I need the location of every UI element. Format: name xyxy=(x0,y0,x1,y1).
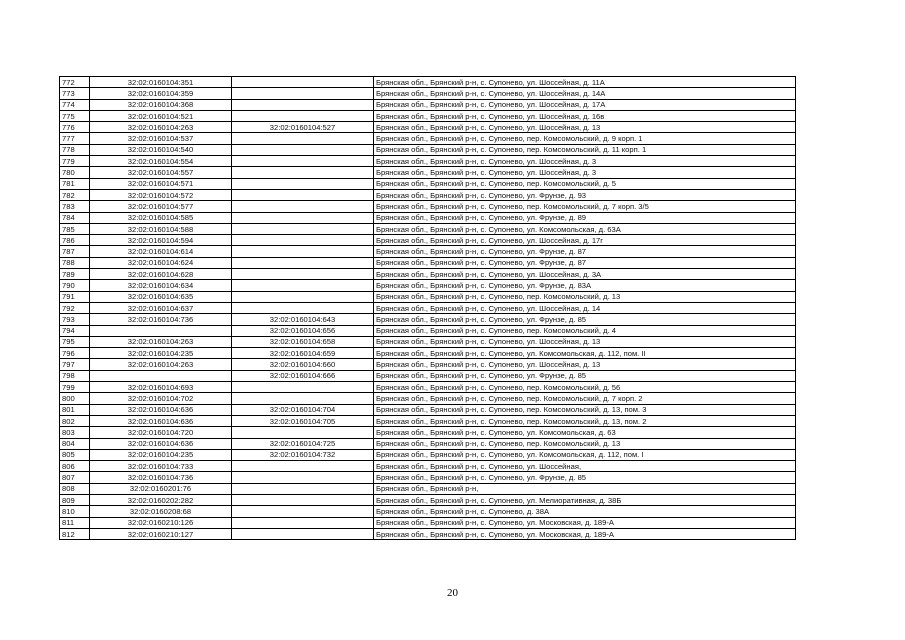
parent-cadastral-number-cell xyxy=(232,133,374,144)
address-cell: Брянская обл., Брянский р-н, xyxy=(374,483,796,494)
cadastral-number-cell: 32:02:0160104:577 xyxy=(90,201,232,212)
address-cell: Брянская обл., Брянский р-н, с. Супонево, пер. Комсомольский, д. 5 xyxy=(374,178,796,189)
parent-cadastral-number-cell xyxy=(232,156,374,167)
page-number: 20 xyxy=(447,587,458,599)
address-cell: Брянская обл., Брянский р-н, с. Супонево, пер. Комсомольский, д. 7 корп. 2 xyxy=(374,393,796,404)
address-cell: Брянская обл., Брянский р-н, с. Супонево, пер. Комсомольский, д. 13 xyxy=(374,438,796,449)
parent-cadastral-number-cell xyxy=(232,144,374,155)
address-cell: Брянская обл., Брянский р-н, с. Супонево, ул. Шоссейная, xyxy=(374,461,796,472)
row-number-cell: 797 xyxy=(60,359,90,370)
table-row xyxy=(60,133,796,144)
table-row xyxy=(60,291,796,302)
address-cell: Брянская обл., Брянский р-н, с. Супонево, ул. Фрунзе, д. 89 xyxy=(374,212,796,223)
row-number-cell: 783 xyxy=(60,201,90,212)
address-cell: Брянская обл., Брянский р-н, с. Супонево, ул. Фрунзе, д. 93 xyxy=(374,189,796,200)
table-row xyxy=(60,483,796,494)
row-number-cell: 786 xyxy=(60,235,90,246)
cadastral-number-cell: 32:02:0160104:537 xyxy=(90,133,232,144)
row-number-cell: 772 xyxy=(60,77,90,88)
row-number-cell: 807 xyxy=(60,472,90,483)
address-cell: Брянская обл., Брянский р-н, с. Супонево, ул. Фрунзе, д. 85 xyxy=(374,472,796,483)
table-row xyxy=(60,438,796,449)
parent-cadastral-number-cell: 32:02:0160104:725 xyxy=(232,438,374,449)
parent-cadastral-number-cell xyxy=(232,291,374,302)
address-cell: Брянская обл., Брянский р-н, с. Супонево, ул. Фрунзе, д. 87 xyxy=(374,246,796,257)
cadastral-number-cell: 32:02:0160202:282 xyxy=(90,494,232,505)
cadastral-number-cell: 32:02:0160104:636 xyxy=(90,404,232,415)
parent-cadastral-number-cell: 32:02:0160104:656 xyxy=(232,325,374,336)
address-cell: Брянская обл., Брянский р-н, с. Супонево, ул. Шоссейная, д. 13 xyxy=(374,122,796,133)
cadastral-number-cell: 32:02:0160104:263 xyxy=(90,122,232,133)
row-number-cell: 801 xyxy=(60,404,90,415)
table-row xyxy=(60,325,796,336)
cadastral-number-cell: 32:02:0160104:571 xyxy=(90,178,232,189)
row-number-cell: 791 xyxy=(60,291,90,302)
table-row xyxy=(60,178,796,189)
parent-cadastral-number-cell xyxy=(232,382,374,393)
cadastral-number-cell: 32:02:0160104:588 xyxy=(90,223,232,234)
table-row xyxy=(60,472,796,483)
parent-cadastral-number-cell xyxy=(232,483,374,494)
address-cell: Брянская обл., Брянский р-н, с. Супонево, пер. Комсомольский, д. 4 xyxy=(374,325,796,336)
cadastral-number-cell: 32:02:0160104:614 xyxy=(90,246,232,257)
cadastral-number-cell: 32:02:0160104:235 xyxy=(90,348,232,359)
parent-cadastral-number-cell xyxy=(232,223,374,234)
address-cell: Брянская обл., Брянский р-н, с. Супонево, ул. Шоссейная, д. 11А xyxy=(374,77,796,88)
parent-cadastral-number-cell xyxy=(232,472,374,483)
parent-cadastral-number-cell: 32:02:0160104:666 xyxy=(232,370,374,381)
table-row xyxy=(60,370,796,381)
row-number-cell: 793 xyxy=(60,314,90,325)
cadastral-number-cell xyxy=(90,325,232,336)
row-number-cell: 780 xyxy=(60,167,90,178)
address-cell: Брянская обл., Брянский р-н, с. Супонево, ул. Фрунзе, д. 85 xyxy=(374,370,796,381)
cadastral-number-cell: 32:02:0160104:702 xyxy=(90,393,232,404)
parent-cadastral-number-cell xyxy=(232,269,374,280)
table-row xyxy=(60,461,796,472)
registry-table-body xyxy=(60,77,796,540)
parent-cadastral-number-cell xyxy=(232,235,374,246)
row-number-cell: 796 xyxy=(60,348,90,359)
address-cell: Брянская обл., Брянский р-н, с. Супонево, ул. Фрунзе, д. 85 xyxy=(374,314,796,325)
table-row xyxy=(60,302,796,313)
parent-cadastral-number-cell: 32:02:0160104:660 xyxy=(232,359,374,370)
parent-cadastral-number-cell xyxy=(232,167,374,178)
table-row xyxy=(60,427,796,438)
row-number-cell: 800 xyxy=(60,393,90,404)
row-number-cell: 773 xyxy=(60,88,90,99)
table-row xyxy=(60,110,796,121)
address-cell: Брянская обл., Брянский р-н, с. Супонево, ул. Шоссейная, д. 17А xyxy=(374,99,796,110)
registry-table xyxy=(59,76,796,540)
table-row xyxy=(60,494,796,505)
parent-cadastral-number-cell xyxy=(232,257,374,268)
row-number-cell: 798 xyxy=(60,370,90,381)
table-row xyxy=(60,382,796,393)
table-row xyxy=(60,506,796,517)
cadastral-number-cell: 32:02:0160104:594 xyxy=(90,235,232,246)
parent-cadastral-number-cell xyxy=(232,506,374,517)
table-row xyxy=(60,144,796,155)
table-row xyxy=(60,189,796,200)
cadastral-number-cell: 32:02:0160104:628 xyxy=(90,269,232,280)
cadastral-number-cell: 32:02:0160104:624 xyxy=(90,257,232,268)
cadastral-number-cell: 32:02:0160104:585 xyxy=(90,212,232,223)
row-number-cell: 778 xyxy=(60,144,90,155)
table-row xyxy=(60,404,796,415)
address-cell: Брянская обл., Брянский р-н, с. Супонево, пер. Комсомольский, д. 13 xyxy=(374,291,796,302)
parent-cadastral-number-cell xyxy=(232,189,374,200)
parent-cadastral-number-cell xyxy=(232,494,374,505)
address-cell: Брянская обл., Брянский р-н, с. Супонево, ул. Фрунзе, д. 87 xyxy=(374,257,796,268)
table-row xyxy=(60,393,796,404)
cadastral-number-cell: 32:02:0160210:127 xyxy=(90,528,232,539)
address-cell: Брянская обл., Брянский р-н, с. Супонево, ул. Московская, д. 189-А xyxy=(374,528,796,539)
cadastral-number-cell xyxy=(90,370,232,381)
parent-cadastral-number-cell: 32:02:0160104:643 xyxy=(232,314,374,325)
address-cell: Брянская обл., Брянский р-н, с. Супонево, ул. Комсомольская, д. 112, пом. II xyxy=(374,348,796,359)
parent-cadastral-number-cell xyxy=(232,212,374,223)
parent-cadastral-number-cell xyxy=(232,461,374,472)
parent-cadastral-number-cell xyxy=(232,77,374,88)
cadastral-number-cell: 32:02:0160104:263 xyxy=(90,336,232,347)
parent-cadastral-number-cell xyxy=(232,280,374,291)
cadastral-number-cell: 32:02:0160104:736 xyxy=(90,314,232,325)
parent-cadastral-number-cell: 32:02:0160104:732 xyxy=(232,449,374,460)
cadastral-number-cell: 32:02:0160104:368 xyxy=(90,99,232,110)
row-number-cell: 802 xyxy=(60,415,90,426)
address-cell: Брянская обл., Брянский р-н, с. Супонево, пер. Комсомольский, д. 56 xyxy=(374,382,796,393)
row-number-cell: 804 xyxy=(60,438,90,449)
row-number-cell: 776 xyxy=(60,122,90,133)
table-row xyxy=(60,223,796,234)
table-row xyxy=(60,528,796,539)
table-row xyxy=(60,359,796,370)
row-number-cell: 774 xyxy=(60,99,90,110)
table-row xyxy=(60,280,796,291)
cadastral-number-cell: 32:02:0160104:263 xyxy=(90,359,232,370)
parent-cadastral-number-cell xyxy=(232,302,374,313)
row-number-cell: 794 xyxy=(60,325,90,336)
table-row xyxy=(60,201,796,212)
row-number-cell: 806 xyxy=(60,461,90,472)
cadastral-number-cell: 32:02:0160104:554 xyxy=(90,156,232,167)
address-cell: Брянская обл., Брянский р-н, с. Супонево, ул. Шоссейная, д. 16в xyxy=(374,110,796,121)
table-row xyxy=(60,415,796,426)
parent-cadastral-number-cell xyxy=(232,427,374,438)
cadastral-number-cell: 32:02:0160104:572 xyxy=(90,189,232,200)
address-cell: Брянская обл., Брянский р-н, с. Супонево, пер. Комсомольский, д. 13, пом. 3 xyxy=(374,404,796,415)
row-number-cell: 795 xyxy=(60,336,90,347)
cadastral-number-cell: 32:02:0160104:637 xyxy=(90,302,232,313)
row-number-cell: 811 xyxy=(60,517,90,528)
row-number-cell: 775 xyxy=(60,110,90,121)
parent-cadastral-number-cell xyxy=(232,178,374,189)
table-row xyxy=(60,99,796,110)
row-number-cell: 810 xyxy=(60,506,90,517)
cadastral-number-cell: 32:02:0160104:634 xyxy=(90,280,232,291)
address-cell: Брянская обл., Брянский р-н, с. Супонево, ул. Мелиоративная, д. 38Б xyxy=(374,494,796,505)
row-number-cell: 799 xyxy=(60,382,90,393)
table-row xyxy=(60,517,796,528)
row-number-cell: 808 xyxy=(60,483,90,494)
address-cell: Брянская обл., Брянский р-н, с. Супонево, ул. Шоссейная, д. 17г xyxy=(374,235,796,246)
table-row xyxy=(60,212,796,223)
cadastral-number-cell: 32:02:0160104:736 xyxy=(90,472,232,483)
cadastral-number-cell: 32:02:0160104:733 xyxy=(90,461,232,472)
row-number-cell: 805 xyxy=(60,449,90,460)
row-number-cell: 781 xyxy=(60,178,90,189)
address-cell: Брянская обл., Брянский р-н, с. Супонево, пер. Комсомольский, д. 13, пом. 2 xyxy=(374,415,796,426)
cadastral-number-cell: 32:02:0160104:359 xyxy=(90,88,232,99)
address-cell: Брянская обл., Брянский р-н, с. Супонево, пер. Комсомольский, д. 11 корп. 1 xyxy=(374,144,796,155)
parent-cadastral-number-cell xyxy=(232,88,374,99)
cadastral-number-cell: 32:02:0160208:68 xyxy=(90,506,232,517)
row-number-cell: 792 xyxy=(60,302,90,313)
cadastral-number-cell: 32:02:0160104:351 xyxy=(90,77,232,88)
row-number-cell: 779 xyxy=(60,156,90,167)
table-row xyxy=(60,167,796,178)
cadastral-number-cell: 32:02:0160104:235 xyxy=(90,449,232,460)
table-row xyxy=(60,348,796,359)
row-number-cell: 784 xyxy=(60,212,90,223)
cadastral-number-cell: 32:02:0160104:693 xyxy=(90,382,232,393)
address-cell: Брянская обл., Брянский р-н, с. Супонево, ул. Шоссейная, д. 14 xyxy=(374,302,796,313)
parent-cadastral-number-cell xyxy=(232,517,374,528)
address-cell: Брянская обл., Брянский р-н, с. Супонево, ул. Шоссейная, д. 3 xyxy=(374,167,796,178)
address-cell: Брянская обл., Брянский р-н, с. Супонево, ул. Шоссейная, д. 3А xyxy=(374,269,796,280)
address-cell: Брянская обл., Брянский р-н, с. Супонево, ул. Шоссейная, д. 14А xyxy=(374,88,796,99)
row-number-cell: 803 xyxy=(60,427,90,438)
parent-cadastral-number-cell xyxy=(232,110,374,121)
table-row xyxy=(60,88,796,99)
address-cell: Брянская обл., Брянский р-н, с. Супонево, ул. Московская, д. 189-А xyxy=(374,517,796,528)
parent-cadastral-number-cell xyxy=(232,201,374,212)
table-row xyxy=(60,449,796,460)
address-cell: Брянская обл., Брянский р-н, с. Супонево, ул. Комсомольская, д. 63А xyxy=(374,223,796,234)
cadastral-number-cell: 32:02:0160104:557 xyxy=(90,167,232,178)
address-cell: Брянская обл., Брянский р-н, с. Супонево, д. 38А xyxy=(374,506,796,517)
table-row xyxy=(60,314,796,325)
address-cell: Брянская обл., Брянский р-н, с. Супонево, ул. Комсомольская, д. 112, пом. I xyxy=(374,449,796,460)
cadastral-number-cell: 32:02:0160104:636 xyxy=(90,438,232,449)
row-number-cell: 785 xyxy=(60,223,90,234)
address-cell: Брянская обл., Брянский р-н, с. Супонево, пер. Комсомольский, д. 7 корп. 3/5 xyxy=(374,201,796,212)
parent-cadastral-number-cell: 32:02:0160104:659 xyxy=(232,348,374,359)
table-row xyxy=(60,77,796,88)
parent-cadastral-number-cell xyxy=(232,99,374,110)
table-row xyxy=(60,235,796,246)
cadastral-number-cell: 32:02:0160104:635 xyxy=(90,291,232,302)
parent-cadastral-number-cell xyxy=(232,246,374,257)
table-row xyxy=(60,122,796,133)
address-cell: Брянская обл., Брянский р-н, с. Супонево, ул. Фрунзе, д. 83А xyxy=(374,280,796,291)
parent-cadastral-number-cell: 32:02:0160104:658 xyxy=(232,336,374,347)
row-number-cell: 789 xyxy=(60,269,90,280)
row-number-cell: 809 xyxy=(60,494,90,505)
parent-cadastral-number-cell: 32:02:0160104:705 xyxy=(232,415,374,426)
table-row xyxy=(60,269,796,280)
address-cell: Брянская обл., Брянский р-н, с. Супонево, ул. Шоссейная, д. 13 xyxy=(374,336,796,347)
table-row xyxy=(60,336,796,347)
row-number-cell: 787 xyxy=(60,246,90,257)
parent-cadastral-number-cell xyxy=(232,393,374,404)
row-number-cell: 782 xyxy=(60,189,90,200)
cadastral-number-cell: 32:02:0160104:540 xyxy=(90,144,232,155)
cadastral-number-cell: 32:02:0160210:126 xyxy=(90,517,232,528)
address-cell: Брянская обл., Брянский р-н, с. Супонево, ул. Шоссейная, д. 13 xyxy=(374,359,796,370)
table-row xyxy=(60,156,796,167)
row-number-cell: 790 xyxy=(60,280,90,291)
row-number-cell: 812 xyxy=(60,528,90,539)
cadastral-number-cell: 32:02:0160104:521 xyxy=(90,110,232,121)
table-row xyxy=(60,246,796,257)
table-row xyxy=(60,257,796,268)
cadastral-number-cell: 32:02:0160201:76 xyxy=(90,483,232,494)
cadastral-number-cell: 32:02:0160104:636 xyxy=(90,415,232,426)
parent-cadastral-number-cell xyxy=(232,528,374,539)
address-cell: Брянская обл., Брянский р-н, с. Супонево, ул. Комсомольская, д. 63 xyxy=(374,427,796,438)
row-number-cell: 788 xyxy=(60,257,90,268)
address-cell: Брянская обл., Брянский р-н, с. Супонево, ул. Шоссейная, д. 3 xyxy=(374,156,796,167)
address-cell: Брянская обл., Брянский р-н, с. Супонево, пер. Комсомольский, д. 9 корп. 1 xyxy=(374,133,796,144)
cadastral-number-cell: 32:02:0160104:720 xyxy=(90,427,232,438)
parent-cadastral-number-cell: 32:02:0160104:527 xyxy=(232,122,374,133)
row-number-cell: 777 xyxy=(60,133,90,144)
parent-cadastral-number-cell: 32:02:0160104:704 xyxy=(232,404,374,415)
